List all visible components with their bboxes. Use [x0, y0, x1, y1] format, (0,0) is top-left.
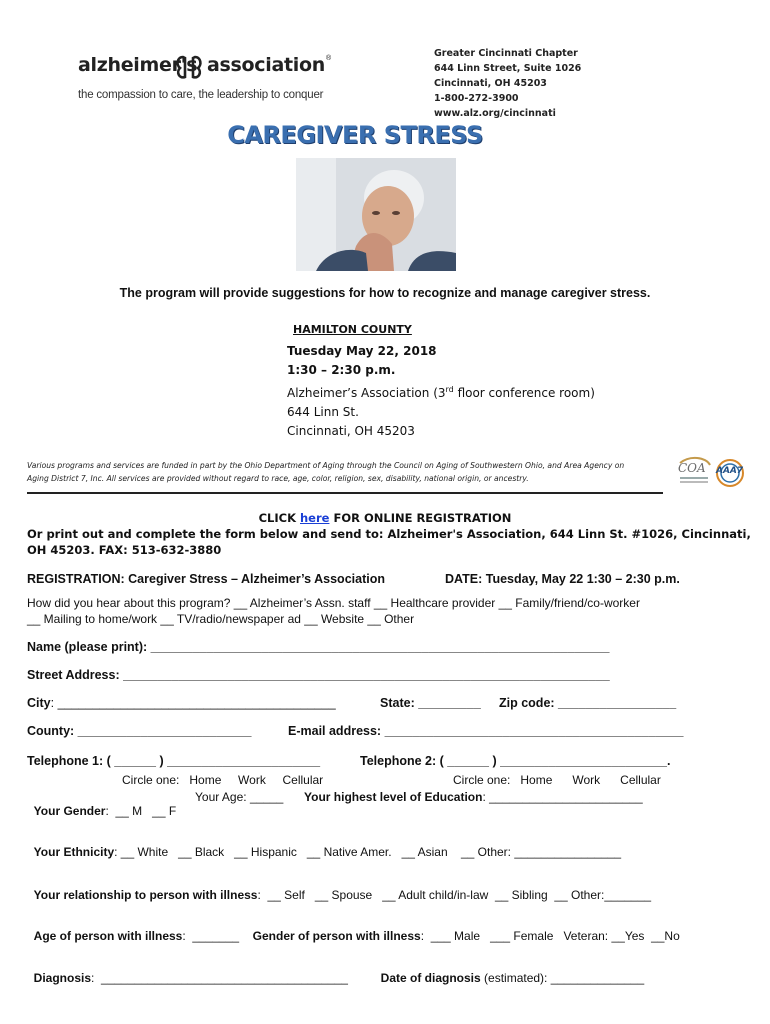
- section-divider: [27, 492, 663, 494]
- chapter-city: Cincinnati, OH 45203: [434, 78, 547, 89]
- registration-link[interactable]: here: [300, 511, 330, 525]
- event-street: 644 Linn St.: [287, 405, 359, 419]
- aaa7-logo: [712, 456, 748, 490]
- coa-logo-text: COA: [678, 461, 706, 475]
- funding-line-1: Various programs and services are funded in part by the Ohio Department of Aging through the Council on Aging of Southwestern Ohio, and Area Agency on: [27, 461, 625, 470]
- ethnicity-label: Your Ethnicity: [33, 845, 115, 859]
- city-blank[interactable]: : ________________________________________: [50, 696, 336, 710]
- relationship-options[interactable]: : __ Self __ Spouse __ Adult child/in-law __ Sibling __ Other:_______: [257, 888, 652, 902]
- event-city: Cincinnati, OH 45203: [287, 424, 415, 438]
- funding-note: [27, 459, 672, 485]
- coa-logo-subtext-2: [680, 481, 708, 483]
- age-person-label: Age of person with illness: [33, 929, 183, 943]
- hear-about-line-1[interactable]: How did you hear about this program? __ Alzheimer’s Assn. staff __ Healthcare provider __ Family/friend/co-worker: [27, 596, 640, 610]
- relationship-field[interactable]: [27, 874, 651, 902]
- event-place-sup: rd: [445, 385, 454, 394]
- logo-word-left: alzheimer's: [78, 54, 198, 76]
- event-date: Tuesday May 22, 2018: [287, 344, 437, 358]
- chapter-website: www.alz.org/cincinnati: [434, 108, 556, 119]
- alz-purple-brain-icon: [174, 52, 204, 82]
- relationship-label: Your relationship to person with illness: [33, 888, 258, 902]
- date-of-diagnosis-blank[interactable]: (estimated): ______________: [480, 971, 645, 985]
- event-details: [287, 320, 595, 441]
- gender-person-field[interactable]: [246, 915, 680, 943]
- online-registration-line: [0, 510, 770, 526]
- hear-about-line-2[interactable]: __ Mailing to home/work __ TV/radio/newspaper ad __ Website __ Other: [27, 612, 415, 626]
- chapter-street: 644 Linn Street, Suite 1026: [434, 63, 582, 74]
- logo-tagline: the compassion to care, the leadership to conquer: [78, 89, 324, 101]
- event-time: 1:30 – 2:30 p.m.: [287, 363, 396, 377]
- aaa7-logo-text: AAA7: [716, 466, 744, 476]
- print-line-2: OH 45203. FAX: 513-632-3880: [27, 543, 222, 557]
- coa-logo: [676, 455, 712, 489]
- elderly-man-photo: [296, 158, 456, 271]
- elderly-man-illustration: [296, 158, 456, 271]
- diagnosis-blank[interactable]: : _____________________________________: [91, 971, 348, 985]
- funding-line-2: Aging District 7, Inc. All services are provided without regard to race, age, color, religion, sex, disability, national origin, or ancestry.: [27, 474, 529, 483]
- logo-word-right: association: [207, 54, 325, 76]
- coa-logo-subtext: [680, 477, 708, 479]
- chapter-name: Greater Cincinnati Chapter: [434, 48, 578, 59]
- event-place: [287, 380, 595, 403]
- education-field[interactable]: [304, 790, 643, 804]
- name-field[interactable]: Name (please print): __________________________________________________________________: [27, 640, 610, 654]
- program-summary: The program will provide suggestions for how to recognize and manage caregiver stress.: [119, 286, 651, 300]
- phone-2-type[interactable]: Circle one: Home Work Cellular: [453, 773, 661, 787]
- event-place-pre: Alzheimer’s Association (3: [287, 386, 446, 400]
- page-title: CAREGIVER STRESS: [227, 121, 483, 149]
- state-field[interactable]: State: _________: [380, 696, 481, 710]
- street-address-field[interactable]: Street Address: ______________________________________________________________________: [27, 668, 610, 682]
- chapter-address: [434, 46, 581, 121]
- chapter-phone: 1-800-272-3900: [434, 93, 519, 104]
- gender-options[interactable]: : __ M __ F: [105, 804, 177, 818]
- alz-logo: [78, 52, 332, 102]
- city-label: City: [27, 696, 51, 710]
- telephone-1-field[interactable]: Telephone 1: ( ______ ) ______________________: [27, 754, 321, 768]
- date-of-diagnosis-label: Date of diagnosis: [380, 971, 481, 985]
- click-pre: CLICK: [258, 511, 300, 525]
- gender-person-label: Gender of person with illness: [252, 929, 421, 943]
- diagnosis-label: Diagnosis: [33, 971, 92, 985]
- print-instructions: [27, 526, 751, 558]
- ethnicity-field[interactable]: [27, 831, 621, 859]
- age-field[interactable]: Your Age: _____: [195, 790, 284, 804]
- gender-person-options[interactable]: : ___ Male ___ Female Veteran: __Yes __No: [420, 929, 680, 943]
- gender-label: Your Gender: [33, 804, 106, 818]
- city-field[interactable]: [27, 696, 336, 710]
- print-line-1: Or print out and complete the form below and send to: Alzheimer's Association, 644 Linn St. #1026, Cincinnati,: [27, 527, 751, 541]
- age-person-field[interactable]: [27, 915, 239, 943]
- gender-field[interactable]: [27, 790, 176, 818]
- event-county: HAMILTON COUNTY: [293, 323, 412, 336]
- county-field[interactable]: County: _________________________: [27, 724, 252, 738]
- telephone-2-field[interactable]: Telephone 2: ( ______ ) ________________________.: [360, 754, 671, 768]
- zip-field[interactable]: Zip code: _________________: [499, 696, 677, 710]
- age-person-blank[interactable]: : _______: [182, 929, 240, 943]
- registered-mark: ®: [326, 55, 332, 62]
- education-blank[interactable]: : _______________________: [482, 790, 643, 804]
- event-place-post: floor conference room): [453, 386, 595, 400]
- phone-1-type[interactable]: Circle one: Home Work Cellular: [122, 773, 324, 787]
- registration-date: DATE: Tuesday, May 22 1:30 – 2:30 p.m.: [445, 572, 680, 586]
- diagnosis-field[interactable]: [27, 957, 348, 985]
- email-field[interactable]: E-mail address: ___________________________________________: [288, 724, 684, 738]
- date-of-diagnosis-field[interactable]: [374, 957, 644, 985]
- click-post: FOR ONLINE REGISTRATION: [329, 511, 512, 525]
- ethnicity-options[interactable]: : __ White __ Black __ Hispanic __ Native Amer. __ Asian __ Other: ________________: [114, 845, 622, 859]
- education-label: Your highest level of Education: [304, 790, 483, 804]
- registration-heading: REGISTRATION: Caregiver Stress – Alzheimer’s Association: [27, 572, 385, 586]
